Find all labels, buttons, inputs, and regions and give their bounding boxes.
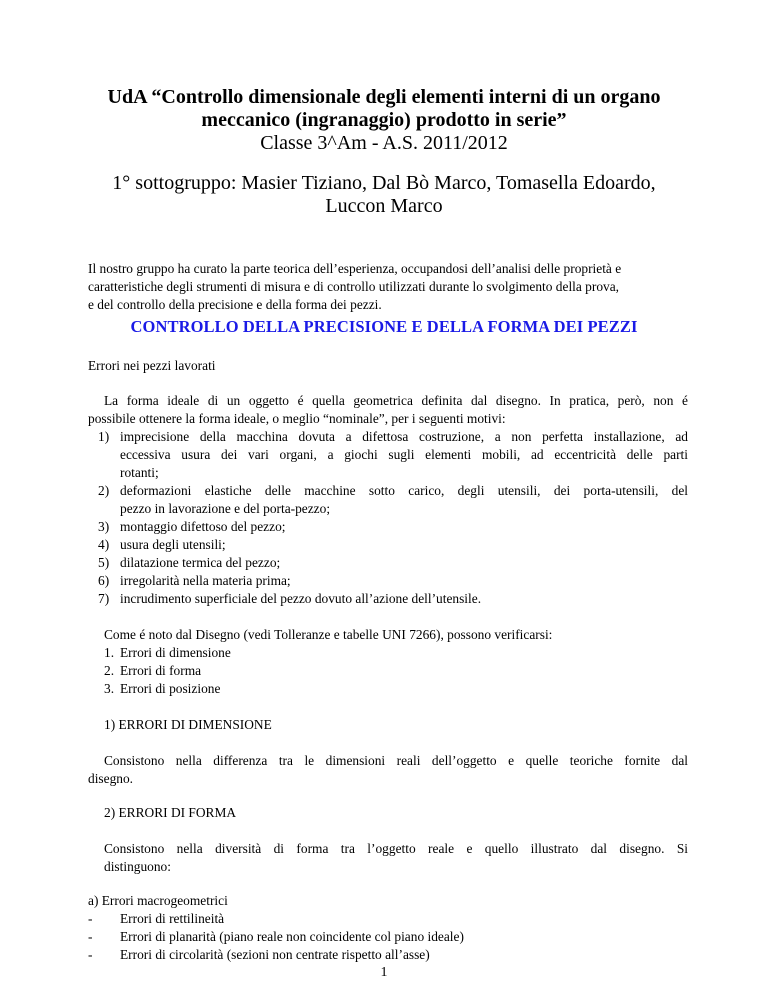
section-2-paragraph: Consistono nella diversità di forma tra l’oggetto reale e quello illustrato dal disegno. Si distinguono: <box>104 841 688 874</box>
class-year-line: Classe 3^Am - A.S. 2011/2012 <box>260 132 508 154</box>
group-line-1: 1° sottogruppo: Masier Tiziano, Dal Bò Marco, Tomasella Edoardo, <box>112 172 656 194</box>
section-2-heading: 2) ERRORI DI FORMA <box>104 805 237 820</box>
group-line-2: Luccon Marco <box>325 195 443 217</box>
paragraph-2: Come é noto dal Disegno (vedi Tolleranze e tabelle UNI 7266), possono verificarsi: <box>104 627 553 642</box>
section-1-heading: 1) ERRORI DI DIMENSIONE <box>104 717 272 732</box>
document-page: UdA “Controllo dimensionale degli elementi interni di un organo meccanico (ingranaggio) prodotto in serie” Classe 3^Am - A.S. 2011/2012 1° sottogruppo: Masier Tiziano, Dal Bò Marco, Tomasella Edoardo, Luccon Marco Il nostro gruppo ha curato la parte teorica dell’esperienza, occupandosi dell’analisi delle proprietà e caratteristiche degli strumenti di misura e di controllo utilizzati durante lo svolgimento della prova, e del controllo della precisione e della forma dei pezzi. CONTROLLO DELLA PRECISIONE E DELLA FORMA DEI PEZZI Errori nei pezzi lavorati La forma ideale di un oggetto é quella geometrica definita dal disegno. In pratica, però, non é possibile ottenere la forma ideale, o meglio “nominale”, per i seguenti motivi: 1) imprecisione della macchina dovuta a difettosa costruzione, a non perfetta installazione, ad eccessiva usura dei vari organi, a giochi sugli elementi mobili, ad eccentricità delle parti rotanti; 2) deformazioni elastiche delle macchine sotto carico, degli utensili, dei porta-utensili, del pezzo in lavorazione e del porta-pezzo; 3) montaggio difettoso del pezzo; 4) usura degli utensili; 5) dilatazione termica del pezzo; 6) irregolarità nella materia prima; 7) incrudimento superficiale del pezzo dovuto all’azione dell’utensile. Come é noto dal Disegno (vedi Tolleranze e tabelle UNI 7266), possono verificarsi: 1. Errori di dimensione 2. Errori di forma 3. Errori di posizione 1) ERRORI DI DIMENSIONE Consistono nella differenza tra le dimensioni reali dell’oggetto e quelle teoriche fornite dal disegno. 2) ERRORI DI FORMA Consistono nella diversità di forma tra l’oggetto reale e quello illustrato dal disegno. Si distinguono: a) Errori macrogeometrici - Errori di rettilineità - Errori di planarità (piano reale non coincidente col piano ideale) - Errori di circolarità (sezioni non centrate rispetto all’asse) 1 <box>0 0 768 994</box>
document-title <box>60 86 708 155</box>
section-1-paragraph: Consistono nella differenza tra le dimensioni reali dell’oggetto e quelle teoriche fornite dal disegno. <box>88 753 688 786</box>
paragraph-1 <box>88 392 688 428</box>
macro-errors-heading: a) Errori macrogeometrici <box>88 893 228 908</box>
page-number: 1 <box>380 965 388 980</box>
paragraph-1-line-1: La forma ideale di un oggetto é quella geometrica definita dal disegno. In pratica, però, non é <box>104 393 688 408</box>
title-line-2: meccanico (ingranaggio) prodotto in serie” <box>201 109 567 131</box>
intro-line-1: Il nostro gruppo ha curato la parte teorica dell’esperienza, occupandosi dell’analisi delle proprietà e <box>88 261 622 276</box>
errors-heading: Errori nei pezzi lavorati <box>88 358 216 373</box>
group-members <box>60 172 708 218</box>
intro-paragraph <box>88 260 688 314</box>
paragraph-1-line-2: possibile ottenere la forma ideale, o meglio “nominale”, per i seguenti motivi: <box>88 411 506 426</box>
section-title: CONTROLLO DELLA PRECISIONE E DELLA FORMA DEI PEZZI <box>130 317 638 336</box>
intro-line-3: e del controllo della precisione e della forma dei pezzi. <box>88 297 382 312</box>
title-line-1: UdA “Controllo dimensionale degli elementi interni di un organo <box>107 86 661 108</box>
intro-line-2: caratteristiche degli strumenti di misura e di controllo utilizzati durante lo svolgimento della prova, <box>88 279 620 294</box>
